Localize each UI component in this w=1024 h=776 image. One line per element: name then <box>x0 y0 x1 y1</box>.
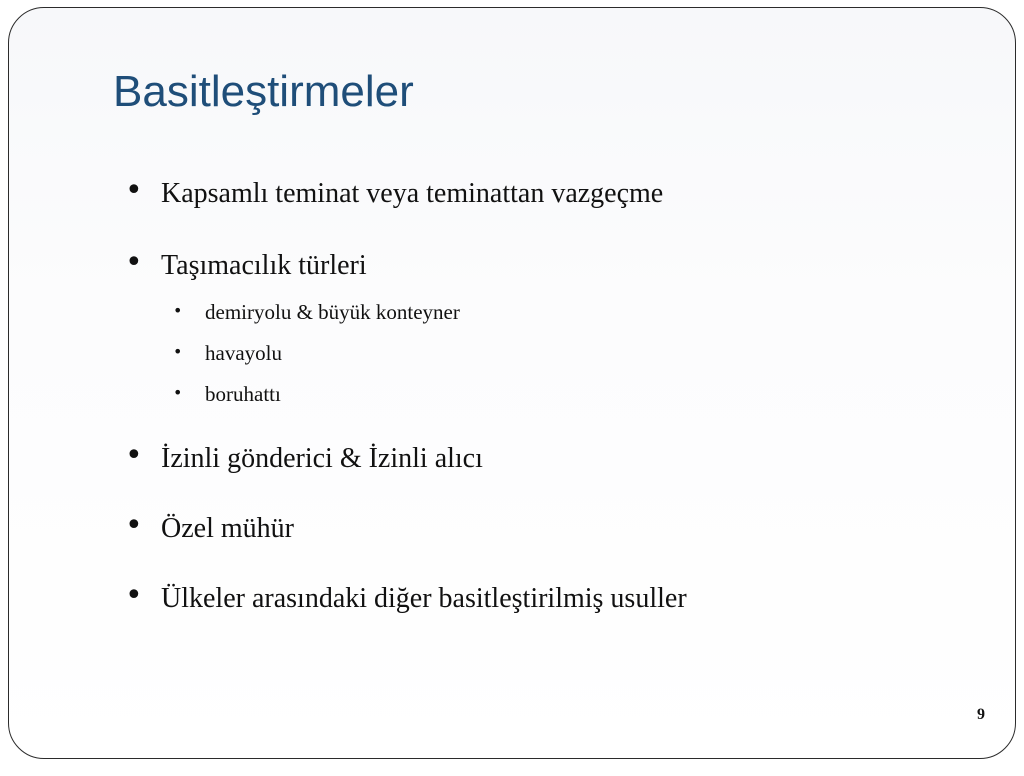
bullet-authorised-consignor <box>125 438 483 476</box>
sub-bullet-pipeline <box>173 380 281 407</box>
sub-bullet-text: havayolu <box>205 341 282 365</box>
sub-bullet-text: boruhattı <box>205 382 281 406</box>
bullet-dot-icon: • <box>125 438 143 473</box>
sub-bullet-text: demiryolu & büyük konteyner <box>205 300 460 324</box>
sub-bullet-dot-icon: • <box>173 342 183 361</box>
bullet-text: Taşımacılık türleri <box>161 250 367 281</box>
bullet-list <box>125 8 985 776</box>
sub-bullet-air <box>173 339 282 366</box>
bullet-text: İzinli gönderici & İzinli alıcı <box>161 443 483 474</box>
bullet-dot-icon: • <box>125 173 143 208</box>
bullet-text: Özel mühür <box>161 513 294 544</box>
bullet-comprehensive-guarantee <box>125 173 664 211</box>
bullet-other-simplified-procedures <box>125 578 687 616</box>
bullet-dot-icon: • <box>125 578 143 613</box>
bullet-dot-icon: • <box>125 245 143 280</box>
sub-bullet-rail-container <box>173 298 460 325</box>
sub-bullet-dot-icon: • <box>173 383 183 402</box>
page-number: 9 <box>977 706 985 723</box>
bullet-text: Kapsamlı teminat veya teminattan vazgeçme <box>161 178 664 209</box>
bullet-transport-modes <box>125 245 367 283</box>
bullet-text: Ülkeler arasındaki diğer basitleştirilmiş usuller <box>161 583 687 614</box>
sub-bullet-dot-icon: • <box>173 301 183 320</box>
slide-title: Basitleştirmeler <box>113 67 414 116</box>
bullet-special-seal <box>125 508 294 546</box>
slide-frame <box>8 7 1016 759</box>
bullet-dot-icon: • <box>125 508 143 543</box>
